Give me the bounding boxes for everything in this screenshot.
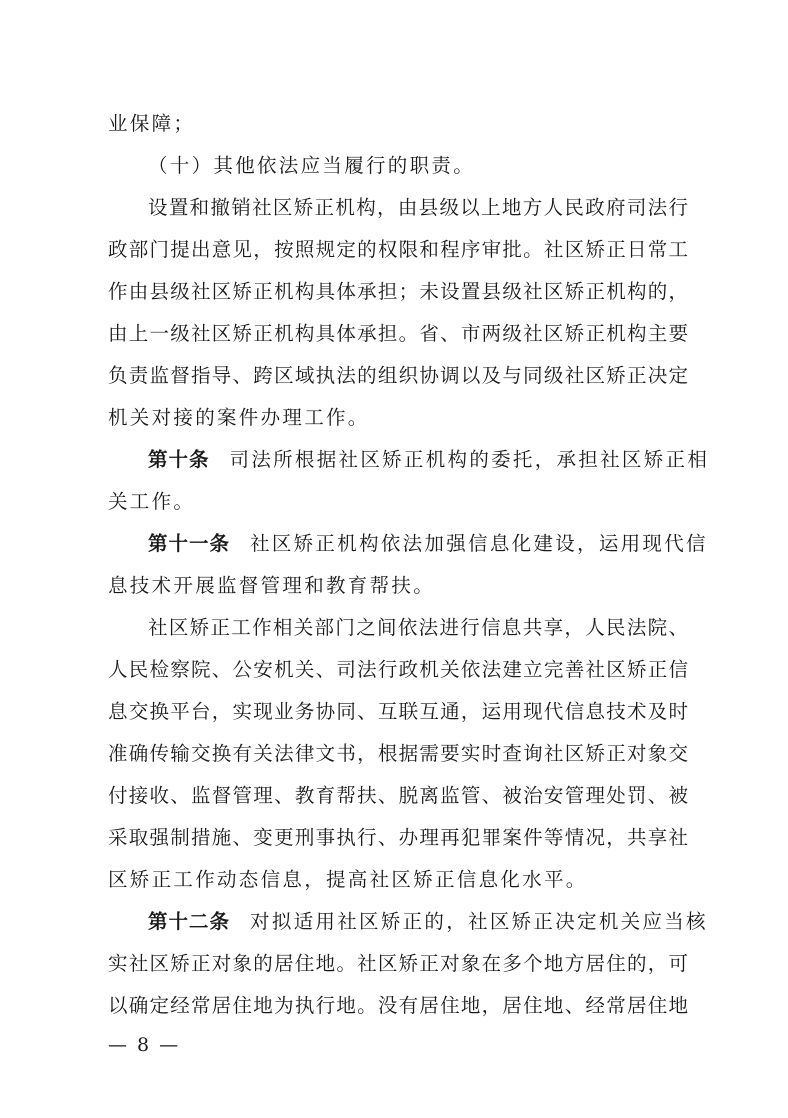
- page-number: — 8 —: [108, 1034, 181, 1056]
- paragraph-line: 区矫正工作动态信息，提高社区矫正信息化水平。: [108, 868, 588, 891]
- article-12-line: [148, 907, 708, 937]
- paragraph-line: 付接收、监督管理、教育帮扶、脱离监管、被治安管理处罚、被: [108, 784, 688, 807]
- paragraph-line: 准确传输交换有关法律文书，根据需要实时查询社区矫正对象交: [108, 742, 688, 765]
- article-heading: 第十一条: [148, 532, 231, 555]
- paragraph-line: 设置和撤销社区矫正机构，由县级以上地方人民政府司法行: [148, 196, 688, 219]
- article-heading: 第十条: [148, 448, 210, 471]
- paragraph-line: 人民检察院、公安机关、司法行政机关依法建立完善社区矫正信: [108, 658, 688, 681]
- paragraph-line: 以确定经常居住地为执行地。没有居住地，居住地、经常居住地: [108, 994, 688, 1017]
- article-10-line: [148, 445, 710, 475]
- paragraph-line: 息技术开展监督管理和教育帮扶。: [108, 574, 436, 597]
- paragraph-line: 政部门提出意见，按照规定的权限和程序审批。社区矫正日常工: [108, 238, 688, 261]
- paragraph-line: 由上一级社区矫正机构具体承担。省、市两级社区矫正机构主要: [108, 322, 688, 345]
- article-text: 社区矫正机构依法加强信息化建设，运用现代信: [250, 532, 708, 555]
- article-text: 司法所根据社区矫正机构的委托，承担社区矫正相: [229, 448, 710, 471]
- article-heading: 第十二条: [148, 910, 231, 933]
- paragraph-line: 社区矫正工作相关部门之间依法进行信息共享，人民法院、: [148, 616, 688, 639]
- paragraph-line: 机关对接的案件办理工作。: [108, 406, 370, 429]
- paragraph-line: 业保障；: [108, 112, 196, 135]
- paragraph-line: 作由县级社区矫正机构具体承担；未设置县级社区矫正机构的，: [108, 280, 688, 303]
- paragraph-line: 负责监督指导、跨区域执法的组织协调以及与同级社区矫正决定: [108, 364, 688, 387]
- article-11-line: [148, 529, 708, 559]
- paragraph-line: 关工作。: [108, 490, 196, 513]
- paragraph-line: 息交换平台，实现业务协同、互联互通，运用现代信息技术及时: [108, 700, 688, 723]
- article-text: 对拟适用社区矫正的，社区矫正决定机关应当核: [250, 910, 708, 933]
- paragraph-line: 采取强制措施、变更刑事执行、办理再犯罪案件等情况，共享社: [108, 826, 688, 849]
- paragraph-line: 实社区矫正对象的居住地。社区矫正对象在多个地方居住的，可: [108, 952, 688, 975]
- paragraph-line: （十）其他依法应当履行的职责。: [148, 154, 476, 177]
